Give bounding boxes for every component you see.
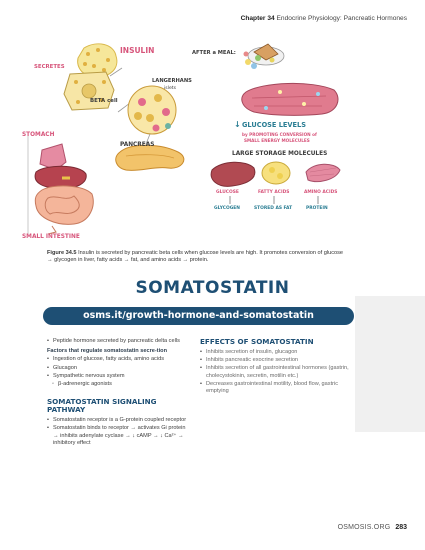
insulin-molecule-icon bbox=[78, 44, 117, 76]
blood-vessel-icon bbox=[242, 83, 338, 115]
figure-caption bbox=[47, 250, 347, 265]
intro-item: • Peptide hormone secreted by pancreatic delta cells bbox=[47, 338, 192, 345]
beta-cell-icon bbox=[64, 72, 114, 110]
label-insulin: INSULIN bbox=[120, 46, 155, 55]
signaling-heading: SOMATOSTATIN SIGNALING PATHWAY bbox=[47, 397, 157, 415]
effects-list bbox=[200, 349, 350, 395]
intro-list bbox=[47, 338, 192, 345]
running-head bbox=[241, 15, 407, 22]
osmosis-link[interactable]: osms.it/growth-hormone-and-somatostatin bbox=[43, 307, 354, 325]
label-small-intestine: SMALL INTESTINE bbox=[22, 234, 80, 240]
effect-item: • Inhibits pancreatic exocrine secretion bbox=[200, 357, 350, 364]
muscle-icon bbox=[306, 164, 340, 181]
chapter-number: Chapter 34 bbox=[240, 15, 275, 22]
label-glucose: GLUCOSE bbox=[216, 190, 239, 195]
label-beta-cell: BETA cell bbox=[90, 98, 118, 104]
meal-plate-icon bbox=[244, 44, 285, 69]
effects-heading: EFFECTS OF SOMATOSTATIN bbox=[200, 337, 314, 346]
langerhans-islet-icon bbox=[128, 86, 176, 134]
liver-icon bbox=[211, 162, 255, 186]
label-promoting-1: by PROMOTING CONVERSION of bbox=[242, 132, 317, 137]
footer-site: OSMOSIS.ORG bbox=[337, 524, 391, 531]
factors-heading: Factors that regulate somatostatin secre-tion bbox=[47, 348, 167, 355]
label-stored-as-fat: STORED AS FAT bbox=[254, 206, 293, 211]
factor-item: • Ingestion of glucose, fatty acids, amino acids bbox=[47, 356, 192, 363]
caption-text: Insulin is secreted by pancreatic beta cells when glucose levels are high. It promotes conversion of glucose → glycogen in liver, fatty acids → fat, and amino acids → protein. bbox=[47, 250, 344, 264]
signaling-item: • Somatostatin binds to receptor → activates Gi protein → inhibits adenylate cyclase → ↓ cAMP → ↓ Ca²⁺ → inhibitory effect bbox=[47, 425, 192, 447]
effect-item: • Inhibits secretion of insulin, glucagon bbox=[200, 349, 350, 356]
label-amino-acids: AMINO ACIDS bbox=[304, 190, 338, 195]
margin-band bbox=[355, 296, 425, 432]
label-glycogen: GLYCOGEN bbox=[214, 206, 240, 211]
label-protein: PROTEIN bbox=[306, 206, 328, 211]
caption-label: Figure 34.5 bbox=[47, 250, 77, 256]
digestive-system-icon bbox=[35, 144, 93, 234]
right-column bbox=[200, 338, 350, 396]
label-islets: islets bbox=[164, 86, 176, 91]
label-promoting-2: SMALL ENERGY MOLECULES bbox=[244, 138, 310, 143]
label-after-meal: AFTER a MEAL: bbox=[192, 50, 236, 56]
left-column bbox=[47, 338, 192, 448]
label-down-arrow-glucose: ↓ bbox=[234, 120, 241, 129]
fat-cell-icon bbox=[262, 162, 290, 184]
label-large-storage: LARGE STORAGE MOLECULES bbox=[232, 151, 328, 157]
label-secretes: SECRETES bbox=[34, 64, 65, 70]
factor-subitem: ◦ β-adrenergic agonists bbox=[47, 381, 192, 388]
section-title: SOMATOSTATIN bbox=[135, 278, 290, 298]
pancreas-icon bbox=[116, 145, 184, 170]
factors-list bbox=[47, 356, 192, 380]
label-pancreas: PANCREAS bbox=[120, 142, 155, 148]
signaling-item: • Somatostatin receptor is a G-protein coupled receptor bbox=[47, 417, 192, 424]
page-number: 283 bbox=[395, 524, 407, 531]
label-langerhans: LANGERHANS bbox=[152, 78, 192, 84]
page-footer bbox=[338, 524, 407, 531]
figure-illustration bbox=[22, 32, 352, 244]
factors-sublist bbox=[47, 381, 192, 388]
factor-item: • Sympathetic nervous system bbox=[47, 373, 192, 380]
chapter-title: Endocrine Physiology: Pancreatic Hormones bbox=[276, 15, 407, 22]
signaling-list bbox=[47, 417, 192, 447]
label-stomach: STOMACH bbox=[22, 132, 55, 138]
effect-item: • Decreases gastrointestinal motility, blood flow, gastric emptying bbox=[200, 381, 350, 395]
effect-item: • Inhibits secretion of all gastrointestinal hormones (gastrin, cholecystokinin, secretin, motilin etc.) bbox=[200, 365, 350, 379]
factor-item: • Glucagon bbox=[47, 365, 192, 372]
label-glucose-levels: GLUCOSE LEVELS bbox=[242, 121, 306, 129]
label-fatty-acids: FATTY ACIDS bbox=[258, 190, 290, 195]
